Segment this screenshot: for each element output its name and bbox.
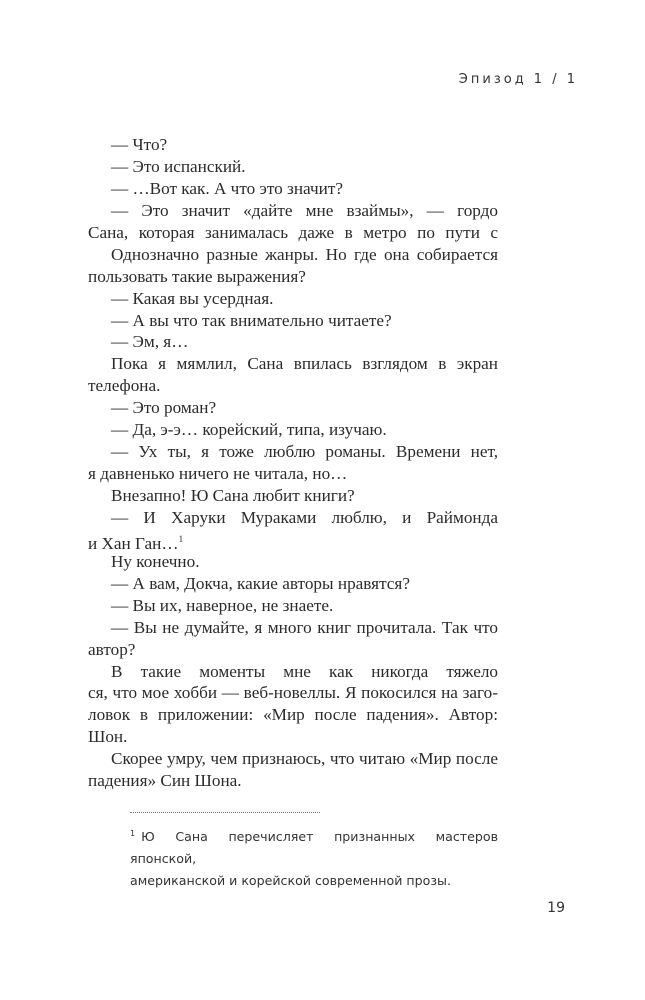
text-line: автор? (88, 639, 136, 659)
text-line: Сана, которая занималась даже в метро по пути с (88, 222, 498, 242)
text-line: — Это роман? (111, 398, 217, 418)
text-line: Шон. (88, 727, 128, 747)
text-line: ловок в приложении: «Мир после падения». Автор: (88, 705, 498, 725)
text-line: — Это испанский. (111, 156, 246, 176)
text-line: — Эм, я… (111, 332, 189, 352)
text-line: — Что? (111, 135, 168, 154)
body-text (88, 134, 498, 792)
text-line: — Это значит «дайте мне взаймы», — гордо (111, 200, 498, 220)
text-line: — Ух ты, я тоже люблю романы. Времени нет, (111, 442, 498, 462)
footnote-reference[interactable]: 1 (178, 533, 184, 544)
footnote (130, 823, 498, 892)
text-line: — …Вот как. А что это значит? (111, 178, 343, 198)
text-line: — Вы не думайте, я много книг прочитала. Так что (111, 617, 498, 637)
text-line: Однозначно разные жанры. Но где она собирается (111, 244, 498, 264)
text-line: ся, что мое хобби — веб-новеллы. Я покосился на заго- (88, 683, 498, 703)
text-line: Внезапно! Ю Сана любит книги? (111, 486, 355, 505)
text-line: — Да, э-э… корейский, типа, изучаю. (111, 420, 387, 440)
text-line: — А вы что так внимательно читаете? (111, 310, 392, 330)
text-line: я давненько ничего не читала, но… (88, 464, 348, 484)
text-line: Пока я мямлил, Сана впилась взглядом в экран (111, 354, 498, 374)
text-line: Ну конечно. (111, 551, 200, 571)
text-line: и Хан Ган…$^1$ (88, 533, 184, 553)
text-line: падения» Син Шона. (88, 771, 242, 791)
footnote-marker: 1 (130, 829, 136, 838)
text-line: Скорее умру, чем признаюсь, что читаю «Мир после (111, 749, 498, 769)
text-line: — И Харуки Мураками люблю, и Раймонда (111, 507, 498, 527)
page-number: 19 (547, 900, 565, 916)
text-line: телефона. (88, 376, 161, 396)
text-line: — А вам, Докча, какие авторы нравятся? (111, 573, 410, 593)
text-line: — Какая вы усердная. (111, 288, 274, 308)
running-header: Эпизод 1 / 1 (458, 72, 578, 87)
footnote-divider (130, 812, 320, 813)
text-line: пользовать такие выражения? (88, 266, 306, 286)
footnote-line: $^1$ Ю Сана перечисляет признанных мастеров японской, (130, 829, 498, 866)
text-line: — Вы их, наверное, не знаете. (111, 595, 334, 615)
text-line: В такие моменты мне как никогда тяжело (111, 661, 498, 681)
footnote-line: американской и корейской современной прозы. (130, 873, 451, 888)
